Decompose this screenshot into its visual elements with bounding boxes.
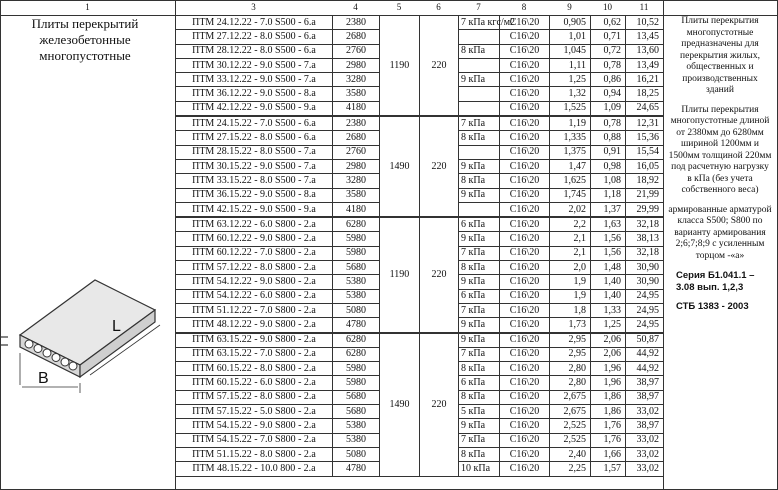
value-col-9-cell: 2,80 [550,362,591,376]
length-cell: 3580 [333,87,380,101]
design-load-cell: 6 кПа [459,376,500,390]
concrete-class-cell: С16\20 [500,289,550,303]
slab-designation-cell: ПТМ 28.15.22 - 8.0 S500 - 7.a [176,145,333,159]
slab-designation-cell: ПТМ 36.12.22 - 9.0 S500 - 8.a [176,87,333,101]
design-load-cell: 9 кПа [459,159,500,173]
concrete-class-cell: С16\20 [500,44,550,58]
value-col-9-cell: 2,0 [550,261,591,275]
value-col-11-cell: 33,02 [626,405,664,419]
length-cell: 4780 [333,462,380,476]
slab-designation-cell: ПТМ 63.15.22 - 7.0 S800 - 2.a [176,347,333,361]
slab-designation-cell: ПТМ 27.12.22 - 8.0 S500 - 6.a [176,30,333,44]
value-col-9-cell: 1,8 [550,303,591,317]
value-col-9-cell: 1,73 [550,318,591,333]
value-col-10-cell: 0,72 [591,44,626,58]
value-col-9-cell: 1,745 [550,188,591,202]
value-col-11-cell: 33,02 [626,447,664,461]
length-cell: 5080 [333,447,380,461]
value-col-9-cell: 1,19 [550,116,591,131]
slab-designation-cell: ПТМ 57.15.22 - 8.0 S800 - 2.a [176,390,333,404]
value-col-10-cell: 1,96 [591,362,626,376]
slab-designation-cell: ПТМ 33.15.22 - 8.0 S500 - 7.a [176,174,333,188]
value-col-11-cell: 13,49 [626,58,664,72]
concrete-class-cell: С16\20 [500,73,550,87]
design-load-cell: 9 кПа [459,275,500,289]
slab-spec-table [175,15,664,477]
slab-designation-cell: ПТМ 54.12.22 - 6.0 S800 - 2.a [176,289,333,303]
design-load-cell [459,145,500,159]
value-col-10-cell: 1,48 [591,261,626,275]
description-reinforcement: армированные арматурой класса S500; S800 по варианту армирования 2;6;7;8;9 с усиленным торцом -«а» [668,204,772,261]
design-load-cell [459,202,500,217]
value-col-9-cell: 2,675 [550,405,591,419]
design-load-cell: 8 кПа [459,390,500,404]
slab-designation-cell: ПТМ 54.12.22 - 9.0 S800 - 2.a [176,275,333,289]
length-cell: 5680 [333,405,380,419]
design-load-cell: 8 кПа [459,261,500,275]
value-col-9-cell: 1,375 [550,145,591,159]
slab-designation-cell: ПТМ 24.12.22 - 7.0 S500 - 6.a [176,16,333,30]
slab-designation-cell: ПТМ 27.15.22 - 8.0 S500 - 6.a [176,131,333,145]
length-cell: 5680 [333,261,380,275]
thickness-cell: 220 [420,16,459,117]
value-col-11-cell: 38,13 [626,232,664,246]
concrete-class-cell: С16\20 [500,246,550,260]
length-cell: 2680 [333,30,380,44]
value-col-11-cell: 13,60 [626,44,664,58]
value-col-11-cell: 16,21 [626,73,664,87]
value-col-10-cell: 1,56 [591,246,626,260]
value-col-9-cell: 2,1 [550,246,591,260]
design-load-cell: 9 кПа [459,232,500,246]
slab-designation-cell: ПТМ 60.15.22 - 8.0 S800 - 2.a [176,362,333,376]
hollow-slab-drawing [0,275,170,400]
value-col-10-cell: 0,86 [591,73,626,87]
slab-designation-cell: ПТМ 60.12.22 - 7.0 S800 - 2.a [176,246,333,260]
length-cell: 3280 [333,73,380,87]
header-col-4: 4 [353,2,358,12]
length-cell: 5980 [333,376,380,390]
design-load-cell: 9 кПа [459,188,500,202]
standard-number: СТБ 1383 - 2003 [676,301,749,312]
header-col-1: 1 [85,2,90,12]
width-cell: 1190 [380,217,420,332]
slab-designation-cell: ПТМ 60.15.22 - 6.0 S800 - 2.a [176,376,333,390]
concrete-class-cell: С16\20 [500,333,550,348]
concrete-class-cell: С16\20 [500,347,550,361]
length-cell: 6280 [333,217,380,232]
slab-designation-cell: ПТМ 48.12.22 - 9.0 S800 - 2.a [176,318,333,333]
value-col-11-cell: 33,02 [626,462,664,476]
value-col-11-cell: 38,97 [626,376,664,390]
value-col-9-cell: 1,01 [550,30,591,44]
value-col-9-cell: 1,525 [550,101,591,116]
table-row [176,16,664,30]
value-col-10-cell: 0,62 [591,16,626,30]
concrete-class-cell: С16\20 [500,261,550,275]
slab-designation-cell: ПТМ 51.12.22 - 7.0 S800 - 2.a [176,303,333,317]
value-col-10-cell: 1,33 [591,303,626,317]
value-col-10-cell: 1,37 [591,202,626,217]
header-col-7: 7 [476,2,481,12]
product-title: Плиты перекрытий железобетонные многопустотные [31,16,139,63]
concrete-class-cell: С16\20 [500,174,550,188]
table-row [176,116,664,131]
value-col-9-cell: 1,47 [550,159,591,173]
concrete-class-cell: С16\20 [500,376,550,390]
value-col-11-cell: 10,52 [626,16,664,30]
concrete-class-cell: С16\20 [500,318,550,333]
design-load-cell: 7 кПа [459,116,500,131]
design-load-cell: 8 кПа [459,447,500,461]
slab-designation-cell: ПТМ 28.12.22 - 8.0 S500 - 6.a [176,44,333,58]
slab-designation-cell: ПТМ 36.15.22 - 9.0 S500 - 8.a [176,188,333,202]
dimension-b-label: B [38,370,49,387]
value-col-11-cell: 16,05 [626,159,664,173]
concrete-class-cell: С16\20 [500,419,550,433]
length-cell: 2680 [333,131,380,145]
value-col-9-cell: 2,40 [550,447,591,461]
value-col-11-cell: 24,65 [626,101,664,116]
value-col-10-cell: 1,09 [591,101,626,116]
concrete-class-cell: С16\20 [500,303,550,317]
concrete-class-cell: С16\20 [500,202,550,217]
concrete-class-cell: С16\20 [500,462,550,476]
description-purpose: Плиты перекрытия многопустотные предназначены для перекрытия жилых, общественных и производственных зданий [680,16,760,95]
value-col-9-cell: 1,9 [550,275,591,289]
length-cell: 5680 [333,390,380,404]
value-col-10-cell: 1,18 [591,188,626,202]
design-load-cell [459,101,500,116]
value-col-11-cell: 38,97 [626,390,664,404]
slab-designation-cell: ПТМ 54.15.22 - 7.0 S800 - 2.a [176,433,333,447]
value-col-9-cell: 1,9 [550,289,591,303]
slab-designation-cell: ПТМ 57.12.22 - 8.0 S800 - 2.a [176,261,333,275]
length-cell: 6280 [333,347,380,361]
thickness-cell: 220 [420,217,459,332]
value-col-11-cell: 38,97 [626,419,664,433]
value-col-9-cell: 2,95 [550,347,591,361]
value-col-9-cell: 2,525 [550,419,591,433]
value-col-10-cell: 1,86 [591,390,626,404]
value-col-10-cell: 1,08 [591,174,626,188]
table-row [176,333,664,348]
value-col-10-cell: 0,71 [591,30,626,44]
value-col-11-cell: 13,45 [626,30,664,44]
value-col-10-cell: 1,66 [591,447,626,461]
value-col-9-cell: 1,25 [550,73,591,87]
value-col-10-cell: 1,76 [591,433,626,447]
value-col-10-cell: 1,25 [591,318,626,333]
concrete-class-cell: С16\20 [500,405,550,419]
header-col-6: 6 [436,2,441,12]
width-cell: 1490 [380,116,420,217]
value-col-10-cell: 1,56 [591,232,626,246]
design-load-cell: 7 кПа [459,246,500,260]
value-col-11-cell: 44,92 [626,347,664,361]
thickness-cell: 220 [420,333,459,476]
slab-designation-cell: ПТМ 33.12.22 - 9.0 S500 - 7.a [176,73,333,87]
concrete-class-cell: С16\20 [500,188,550,202]
slab-designation-cell: ПТМ 63.12.22 - 6.0 S800 - 2.a [176,217,333,232]
value-col-10-cell: 1,96 [591,376,626,390]
slab-designation-cell: ПТМ 48.15.22 - 10.0 800 - 2.a [176,462,333,476]
value-col-9-cell: 2,2 [550,217,591,232]
value-col-10-cell: 0,78 [591,116,626,131]
slab-designation-cell: ПТМ 30.12.22 - 9.0 S500 - 7.a [176,58,333,72]
design-load-cell: 7 кПа [459,347,500,361]
length-cell: 5980 [333,362,380,376]
value-col-10-cell: 1,40 [591,275,626,289]
length-cell: 2760 [333,145,380,159]
slab-designation-cell: ПТМ 42.12.22 - 9.0 S500 - 9.a [176,101,333,116]
length-cell: 5980 [333,246,380,260]
length-cell: 4180 [333,202,380,217]
length-cell: 5380 [333,275,380,289]
length-cell: 2980 [333,159,380,173]
design-load-cell: 7 кПа [459,433,500,447]
design-load-cell: 7 кПа [459,303,500,317]
value-col-11-cell: 33,02 [626,433,664,447]
design-load-cell [459,58,500,72]
value-col-11-cell: 15,36 [626,131,664,145]
header-col-5: 5 [396,2,402,12]
design-load-cell [459,30,500,44]
value-col-11-cell: 32,18 [626,246,664,260]
value-col-11-cell: 24,95 [626,289,664,303]
value-col-10-cell: 1,57 [591,462,626,476]
value-col-11-cell: 50,87 [626,333,664,348]
value-col-9-cell: 1,045 [550,44,591,58]
header-col-8: 8 [521,2,527,12]
slab-designation-cell: ПТМ 30.15.22 - 9.0 S500 - 7.a [176,159,333,173]
concrete-class-cell: С16\20 [500,58,550,72]
length-cell: 2760 [333,44,380,58]
design-load-cell: 10 кПа [459,462,500,476]
value-col-10-cell: 0,88 [591,131,626,145]
length-cell: 5080 [333,303,380,317]
length-cell: 2380 [333,16,380,30]
design-load-cell: 8 кПа [459,44,500,58]
slab-designation-cell: ПТМ 60.12.22 - 9.0 S800 - 2.a [176,232,333,246]
concrete-class-cell: С16\20 [500,232,550,246]
thickness-cell: 220 [420,116,459,217]
header-col-10: 10 [603,2,612,12]
table-row [176,217,664,232]
design-load-cell: 8 кПа [459,174,500,188]
concrete-class-cell: С16\20 [500,131,550,145]
length-cell: 3580 [333,188,380,202]
header-col-9: 9 [567,2,572,12]
value-col-9-cell: 1,625 [550,174,591,188]
width-cell: 1490 [380,333,420,476]
design-load-cell: 9 кПа [459,419,500,433]
length-cell: 3280 [333,174,380,188]
value-col-9-cell: 2,525 [550,433,591,447]
concrete-class-cell: С16\20 [500,159,550,173]
value-col-11-cell: 18,25 [626,87,664,101]
value-col-9-cell: 2,02 [550,202,591,217]
slab-designation-cell: ПТМ 57.15.22 - 5.0 S800 - 2.a [176,405,333,419]
concrete-class-cell: С16\20 [500,116,550,131]
value-col-10-cell: 0,98 [591,159,626,173]
value-col-10-cell: 0,91 [591,145,626,159]
value-col-9-cell: 1,32 [550,87,591,101]
value-col-11-cell: 44,92 [626,362,664,376]
concrete-class-cell: С16\20 [500,101,550,116]
design-load-cell: 8 кПа [459,131,500,145]
value-col-10-cell: 2,06 [591,347,626,361]
value-col-10-cell: 1,63 [591,217,626,232]
value-col-11-cell: 24,95 [626,303,664,317]
value-col-11-cell: 15,54 [626,145,664,159]
value-col-11-cell: 32,18 [626,217,664,232]
slab-designation-cell: ПТМ 24.15.22 - 7.0 S500 - 6.a [176,116,333,131]
value-col-11-cell: 21,99 [626,188,664,202]
slab-designation-cell: ПТМ 63.15.22 - 9.0 S800 - 2.a [176,333,333,348]
value-col-10-cell: 1,86 [591,405,626,419]
design-load-cell: 9 кПа [459,318,500,333]
length-cell: 2380 [333,116,380,131]
value-col-9-cell: 2,25 [550,462,591,476]
value-col-9-cell: 1,335 [550,131,591,145]
concrete-class-cell: С16\20 [500,87,550,101]
design-load-cell: 7 кПа кгс/м2 [459,16,500,30]
length-cell: 5380 [333,433,380,447]
design-load-cell: 6 кПа [459,289,500,303]
concrete-class-cell: С16\20 [500,433,550,447]
concrete-class-cell: С16\20 [500,275,550,289]
series-number: Серия Б1.041.1 –3.08 вып. 1,2,3 [676,270,755,293]
concrete-class-cell: С16\20 [500,447,550,461]
design-load-cell: 9 кПа [459,73,500,87]
value-col-10-cell: 1,40 [591,289,626,303]
value-col-9-cell: 2,95 [550,333,591,348]
length-cell: 6280 [333,333,380,348]
design-load-cell: 6 кПа [459,217,500,232]
length-cell: 2980 [333,58,380,72]
value-col-11-cell: 12,31 [626,116,664,131]
description-panel [668,16,772,321]
value-col-11-cell: 30,90 [626,261,664,275]
design-load-cell: 8 кПа [459,362,500,376]
design-load-cell: 9 кПа [459,333,500,348]
header-col-11: 11 [639,2,649,12]
length-cell: 4780 [333,318,380,333]
width-cell: 1190 [380,16,420,117]
length-cell: 5980 [333,232,380,246]
value-col-9-cell: 2,675 [550,390,591,404]
concrete-class-cell: С16\20 [500,145,550,159]
description-dimensions: Плиты перекрытия многопустотные длиной от 2380мм до 6280мм шириной 1200мм и 1500мм толщиной 220мм под расчетную нагрузку в кПа (без учета собственного веса) [668,104,772,195]
value-col-9-cell: 0,905 [550,16,591,30]
value-col-10-cell: 1,76 [591,419,626,433]
concrete-class-cell: С16\20 [500,362,550,376]
value-col-10-cell: 2,06 [591,333,626,348]
slab-designation-cell: ПТМ 54.15.22 - 9.0 S800 - 2.a [176,419,333,433]
value-col-10-cell: 0,78 [591,58,626,72]
length-cell: 5380 [333,289,380,303]
dimension-l-label: L [112,318,121,335]
value-col-9-cell: 1,11 [550,58,591,72]
concrete-class-cell: С16\20 [500,30,550,44]
value-col-9-cell: 2,80 [550,376,591,390]
concrete-class-cell: С16\20 [500,390,550,404]
length-cell: 5380 [333,419,380,433]
value-col-11-cell: 18,92 [626,174,664,188]
concrete-class-cell: С16\20 [500,16,550,30]
value-col-10-cell: 0,94 [591,87,626,101]
design-load-cell: 5 кПа [459,405,500,419]
value-col-11-cell: 29,99 [626,202,664,217]
header-col-3: 3 [251,2,256,12]
design-load-cell [459,87,500,101]
length-cell: 4180 [333,101,380,116]
concrete-class-cell: С16\20 [500,217,550,232]
slab-designation-cell: ПТМ 42.15.22 - 9.0 S500 - 9.a [176,202,333,217]
value-col-11-cell: 30,90 [626,275,664,289]
slab-designation-cell: ПТМ 51.15.22 - 8.0 S800 - 2.a [176,447,333,461]
value-col-9-cell: 2,1 [550,232,591,246]
value-col-11-cell: 24,95 [626,318,664,333]
